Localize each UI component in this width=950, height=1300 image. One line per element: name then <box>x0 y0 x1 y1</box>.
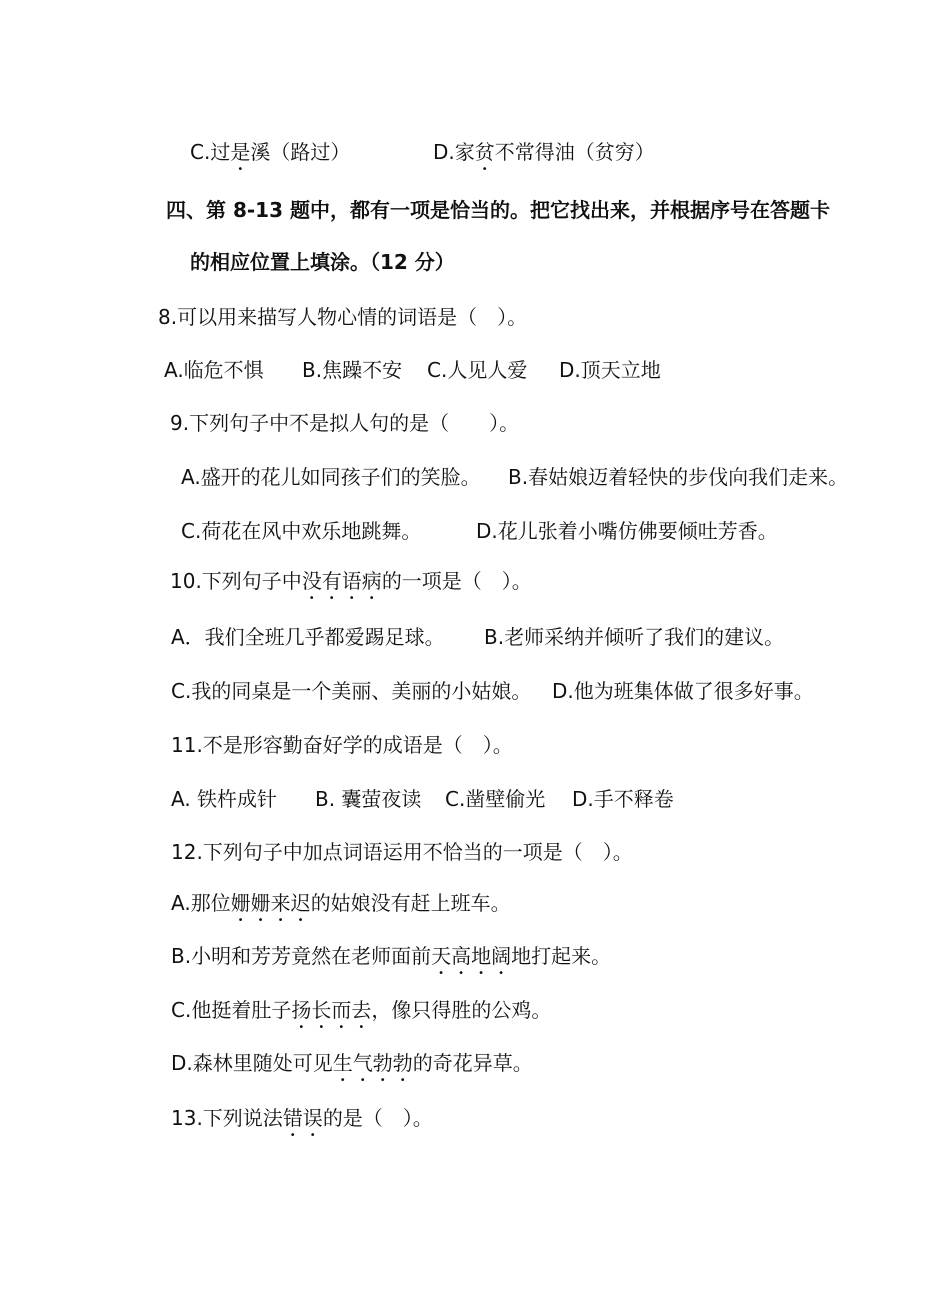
q8-option-b: B.焦躁不安 <box>302 358 403 382</box>
q11-option-d: D.手不释卷 <box>572 787 674 811</box>
q7-option-d: D.家贫不常得油（贫穷） <box>433 140 655 164</box>
emphasis-mark: 生气勃勃 <box>332 1051 413 1075</box>
q9-option-c: C.荷花在风中欢乐地跳舞。 <box>181 519 422 543</box>
emphasis-mark: 姗姗来迟 <box>230 891 311 915</box>
q12-option-c: C.他挺着肚子扬长而去，像只得胜的公鸡。 <box>171 998 552 1022</box>
q9-option-a: A.盛开的花儿如同孩子们的笑脸。 <box>181 465 481 489</box>
question-10-options-cd <box>171 677 814 705</box>
question-10-stem: 10.下列句子中没有语病的一项是（ ）。 <box>170 569 532 593</box>
q11-option-b: B. 囊萤夜读 <box>315 787 422 811</box>
section-heading-line1: 四、第 8-13 题中，都有一项是恰当的。把它找出来，并根据序号在答题卡 <box>166 198 830 222</box>
q12-option-d: D.森林里随处可见生气勃勃的奇花异草。 <box>171 1051 533 1075</box>
question-11-stem: 11.不是形容勤奋好学的成语是（ ）。 <box>171 733 513 757</box>
q12-option-a: A.那位姗姗来迟的姑娘没有赶上班车。 <box>171 891 511 915</box>
q12-option-b: B.小明和芳芳竟然在老师面前天高地阔地打起来。 <box>171 944 612 968</box>
q10-option-a: A．我们全班几乎都爱踢足球。 <box>171 625 445 649</box>
emphasis-mark: 没有语病 <box>301 569 382 593</box>
q9-option-d: D.花儿张着小嘴仿佛要倾吐芳香。 <box>476 519 778 543</box>
question-12-stem: 12.下列句子中加点词语运用不恰当的一项是（ ）。 <box>171 840 633 864</box>
question-10-options-ab <box>171 623 784 651</box>
section-heading-line2: 的相应位置上填涂。（12 分） <box>190 250 455 274</box>
question-8-stem: 8.可以用来描写人物心情的词语是（ ）。 <box>158 305 528 329</box>
question-9-options-cd <box>181 517 778 545</box>
question-9-options-ab <box>181 463 848 491</box>
q11-option-c: C.凿壁偷光 <box>445 787 546 811</box>
q8-option-a: A.临危不惧 <box>164 358 264 382</box>
q7-option-c: C.过是溪（路过） <box>190 140 351 164</box>
q8-option-c: C.人见人爱 <box>427 358 528 382</box>
emphasis-mark: 天高地阔 <box>431 944 512 968</box>
emphasis-mark: 是 <box>230 140 251 164</box>
emphasis-mark: 贫 <box>474 140 495 164</box>
emphasis-mark: 错误 <box>282 1106 323 1130</box>
q10-option-b: B.老师采纳并倾听了我们的建议。 <box>484 625 785 649</box>
q11-option-a: A. 铁杵成针 <box>171 787 278 811</box>
q8-option-d: D.顶天立地 <box>559 358 661 382</box>
q9-option-b: B.春姑娘迈着轻快的步伐向我们走来。 <box>508 465 849 489</box>
question-13-stem: 13.下列说法错误的是（ ）。 <box>171 1106 433 1130</box>
question-9-stem: 9.下列句子中不是拟人句的是（ ）。 <box>170 411 520 435</box>
question-8-options <box>164 356 661 384</box>
emphasis-mark: 扬长而去 <box>291 998 372 1022</box>
q10-option-c: C.我的同桌是一个美丽、美丽的小姑娘。 <box>171 679 532 703</box>
question-11-options <box>171 785 674 813</box>
q10-option-d: D.他为班集体做了很多好事。 <box>552 679 814 703</box>
